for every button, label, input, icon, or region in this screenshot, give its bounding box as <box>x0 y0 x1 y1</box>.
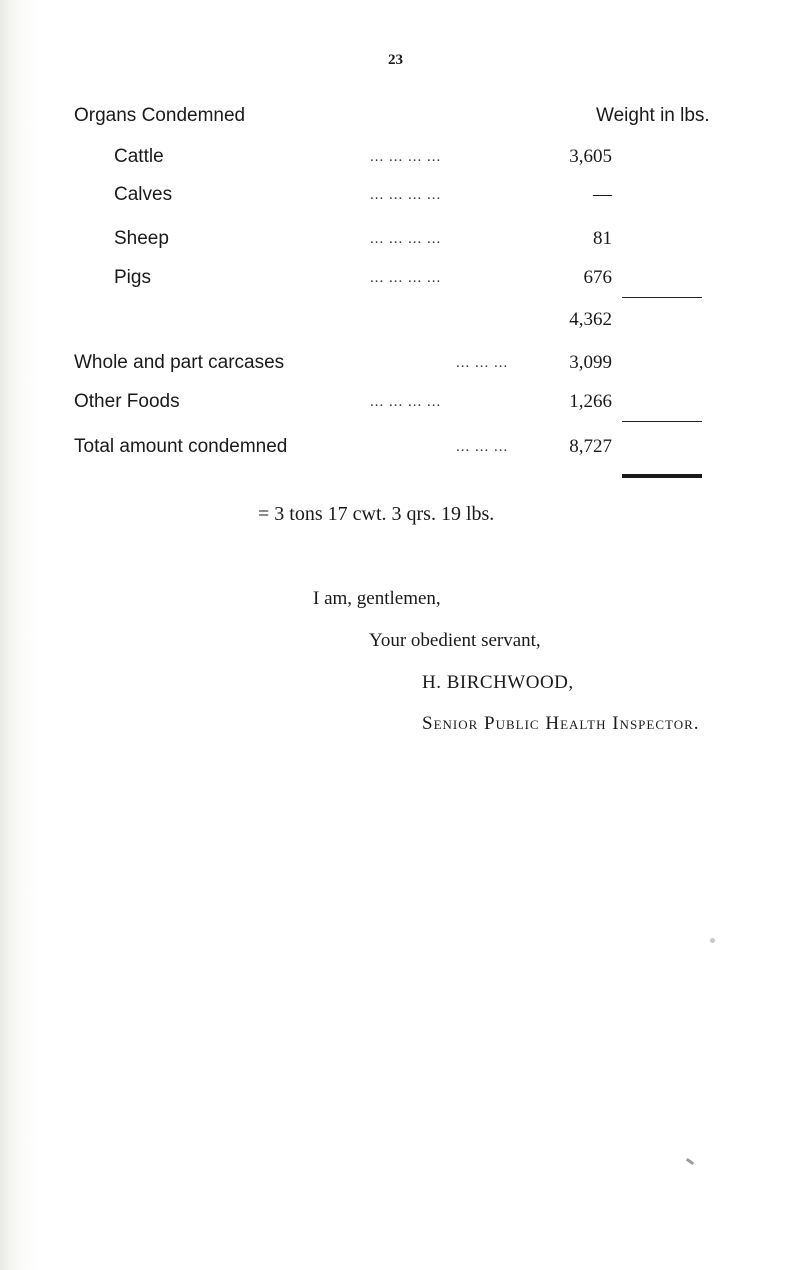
leader-dots: ... ... ... ... <box>370 149 442 165</box>
closing-servant: Your obedient servant, <box>369 630 541 651</box>
value-calves: — <box>593 184 612 205</box>
value-pigs: 676 <box>583 267 612 288</box>
leader-dots: ... ... ... <box>456 355 509 371</box>
leader-dots: ... ... ... ... <box>370 270 442 286</box>
value-other-foods: 1,266 <box>569 391 612 412</box>
row-label-pigs: Pigs <box>114 267 151 288</box>
paper-speck <box>710 938 715 943</box>
weight-heading: Weight in lbs. <box>596 105 710 126</box>
total-label: Total amount condemned <box>74 436 288 457</box>
row-label-calves: Calves <box>114 184 173 205</box>
leader-dots: ... ... ... ... <box>370 394 442 410</box>
signatory-title: Senior Public Health Inspector. <box>422 713 700 734</box>
value-carcases: 3,099 <box>569 352 612 373</box>
row-label-sheep: Sheep <box>114 228 169 249</box>
conversion-line: = 3 tons 17 cwt. 3 qrs. 19 lbs. <box>258 503 495 525</box>
organs-subtotal: 4,362 <box>569 309 612 330</box>
value-cattle: 3,605 <box>569 146 612 167</box>
total-value: 8,727 <box>569 436 612 457</box>
value-sheep: 81 <box>593 228 612 249</box>
page-number: 23 <box>388 52 403 68</box>
leader-dots: ... ... ... ... <box>370 187 442 203</box>
subtotal-rule <box>622 297 702 298</box>
signatory-name: H. BIRCHWOOD, <box>422 672 574 693</box>
row-label-cattle: Cattle <box>114 146 164 167</box>
row-label-other-foods: Other Foods <box>74 391 180 412</box>
total-double-rule <box>622 474 702 478</box>
leader-dots: ... ... ... ... <box>370 231 442 247</box>
organs-condemned-heading: Organs Condemned <box>74 105 246 126</box>
paper-mark <box>686 1158 694 1165</box>
closing-greeting: I am, gentlemen, <box>313 588 441 609</box>
leader-dots: ... ... ... <box>456 439 509 455</box>
row-label-carcases: Whole and part carcases <box>74 352 285 373</box>
total-rule <box>622 421 702 422</box>
